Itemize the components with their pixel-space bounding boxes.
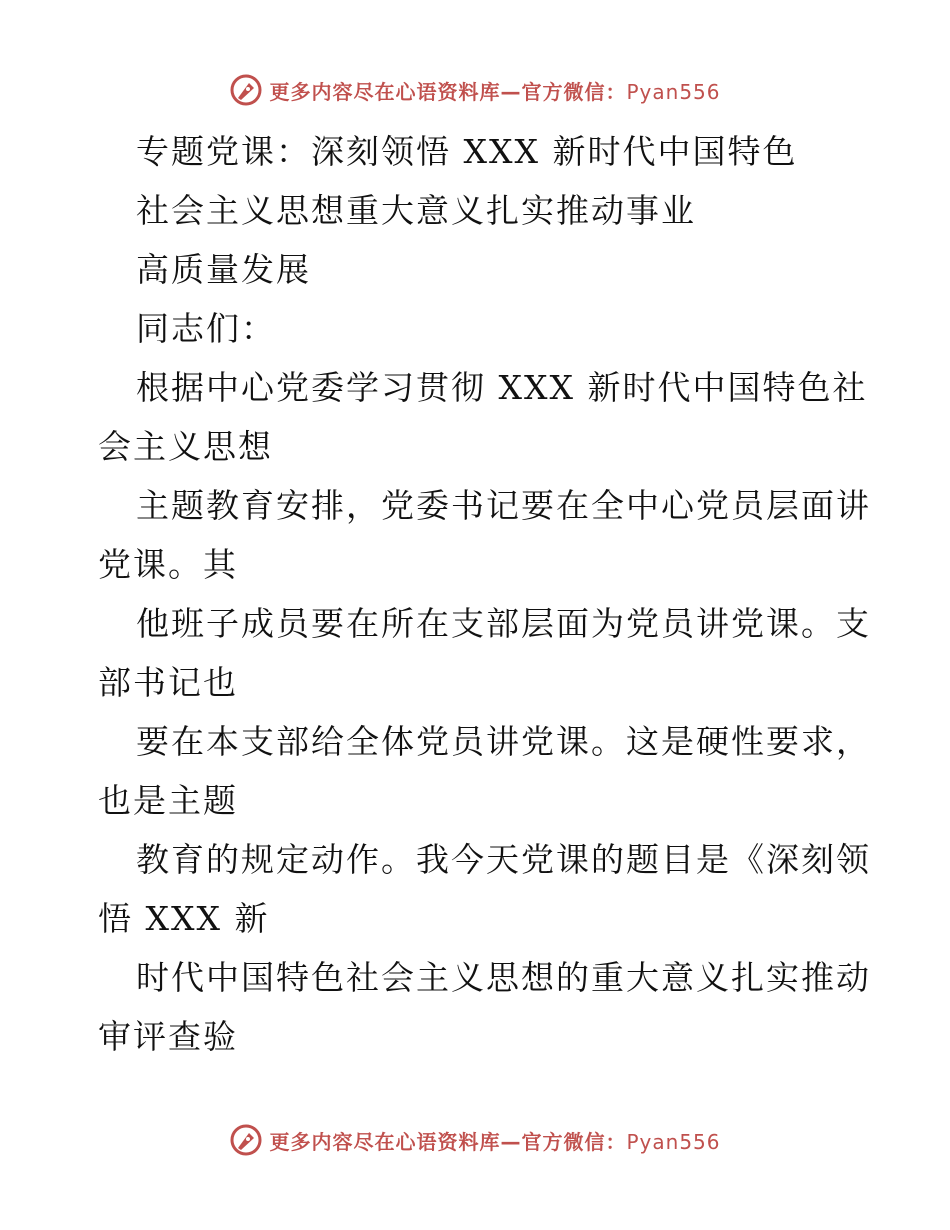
text-line: 部书记也 <box>98 663 238 702</box>
text-line: 审评查验 <box>98 1017 238 1056</box>
text-line: 他班子成员要在所在支部层面为党员讲党课。支 <box>136 604 871 643</box>
header-watermark <box>0 70 950 110</box>
watermark-text: 更多内容尽在心语资料库—官方微信： <box>269 1129 627 1154</box>
text-line: 专题党课：深刻领悟 XXX 新时代中国特色 <box>136 132 798 171</box>
text-line: 根据中心党委学习贯彻 XXX 新时代中国特色社 <box>136 368 868 407</box>
text-line: 社会主义思想重大意义扎实推动事业 <box>136 191 696 230</box>
text-line: 党课。其 <box>98 545 238 584</box>
watermark-id: Pyan556 <box>626 79 721 104</box>
document-body <box>98 122 871 1066</box>
watermark-text: 更多内容尽在心语资料库—官方微信： <box>269 79 627 104</box>
text-line: 高质量发展 <box>136 250 311 289</box>
text-line: 同志们： <box>136 309 276 348</box>
text-line: 时代中国特色社会主义思想的重大意义扎实推动 <box>136 958 871 997</box>
text-line: 也是主题 <box>98 781 238 820</box>
pen-nib-logo-icon <box>229 1123 263 1157</box>
text-line: 悟 XXX 新 <box>98 899 270 938</box>
text-line: 主题教育安排，党委书记要在全中心党员层面讲 <box>136 486 871 525</box>
footer-watermark <box>0 1120 950 1160</box>
text-line: 教育的规定动作。我今天党课的题目是《深刻领 <box>136 840 871 879</box>
text-line: 要在本支部给全体党员讲党课。这是硬性要求， <box>136 722 871 761</box>
watermark-id: Pyan556 <box>626 1129 721 1154</box>
pen-nib-logo-icon <box>229 73 263 107</box>
text-line: 会主义思想 <box>98 427 273 466</box>
